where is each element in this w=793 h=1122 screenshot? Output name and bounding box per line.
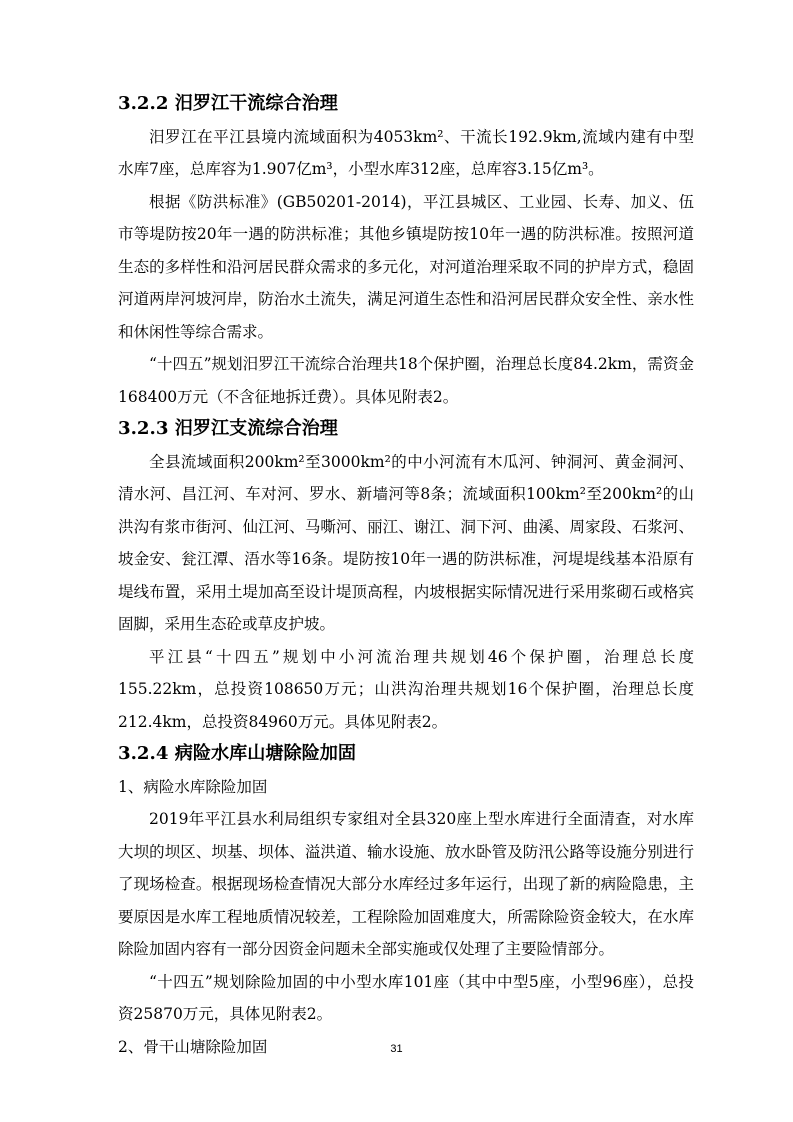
paragraph: 2019年平江县水利局组织专家组对全县320座上型水库进行全面清查，对水库大坝的坝区、坝基、坝体、溢洪道、输水设施、放水卧管及防汛公路等设施分别进行了现场检查。根据现场检查情况大部分水库经过多年运行，出现了新的病险隐患，主要原因是水库工程地质情况较差，工程除险加固难度大，所需除险资金较大，在水库除险加固内容有一部分因资金问题未全部实施或仅处理了主要险情部分。 (118, 810, 694, 958)
subsection-label: 1、病险水库除险加固 (118, 777, 268, 796)
paragraph: “十四五”规划汨罗江干流综合治理共18个保护圈，治理总长度84.2km，需资金168400万元（不含征地拆迁费）。具体见附表2。 (118, 355, 694, 406)
section-heading-3-2-3: 3.2.3 汨罗江支流综合治理 (118, 418, 338, 439)
page-content (118, 88, 694, 1063)
page-number: 31 (390, 1043, 403, 1055)
paragraph: “十四五”规划除险加固的中小型水库101座（其中中型5座，小型96座），总投资25870万元，具体见附表2。 (118, 972, 694, 1023)
section-heading-3-2-2: 3.2.2 汨罗江干流综合治理 (118, 93, 338, 114)
paragraph: 全县流域面积200km²至3000km²的中小河流有木瓜河、钟洞河、黄金洞河、清水河、昌江河、车对河、罗水、新墙河等8条；流域面积100km²至200km²的山洪沟有浆市街河、仙江河、马嘶河、丽江、谢江、洞下河、曲溪、周家段、石浆河、坡金安、瓮江潭、浯水等16条。堤防按10年一遇的防洪标准，河堤堤线基本沿原有堤线布置，采用土堤加高至设计堤顶高程，内坡根据实际情况进行采用浆砌石或格宾固脚，采用生态砼或草皮护坡。 (118, 452, 694, 633)
paragraph: 汨罗江在平江县境内流域面积为4053km²、干流长192.9km,流域内建有中型水库7座，总库容为1.907亿m³，小型水库312座，总库容3.15亿m³。 (118, 127, 694, 178)
subsection-label: 2、骨干山塘除险加固 (118, 1037, 268, 1056)
paragraph: 平江县“十四五”规划中小河流治理共规划46个保护圈，治理总长度155.22km，总投资108650万元；山洪沟治理共规划16个保护圈，治理总长度212.4km，总投资84960万元。具体见附表2。 (118, 647, 694, 731)
paragraph: 根据《防洪标准》(GB50201-2014)，平江县城区、工业园、长寿、加义、伍市等堤防按20年一遇的防洪标准；其他乡镇堤防按10年一遇的防洪标准。按照河道生态的多样性和沿河居民群众需求的多元化，对河道治理采取不同的护岸方式，稳固河道两岸河坡河岸，防治水土流失，满足河道生态性和沿河居民群众安全性、亲水性和休闲性等综合需求。 (118, 192, 694, 341)
section-heading-3-2-4: 3.2.4 病险水库山塘除险加固 (118, 743, 357, 764)
